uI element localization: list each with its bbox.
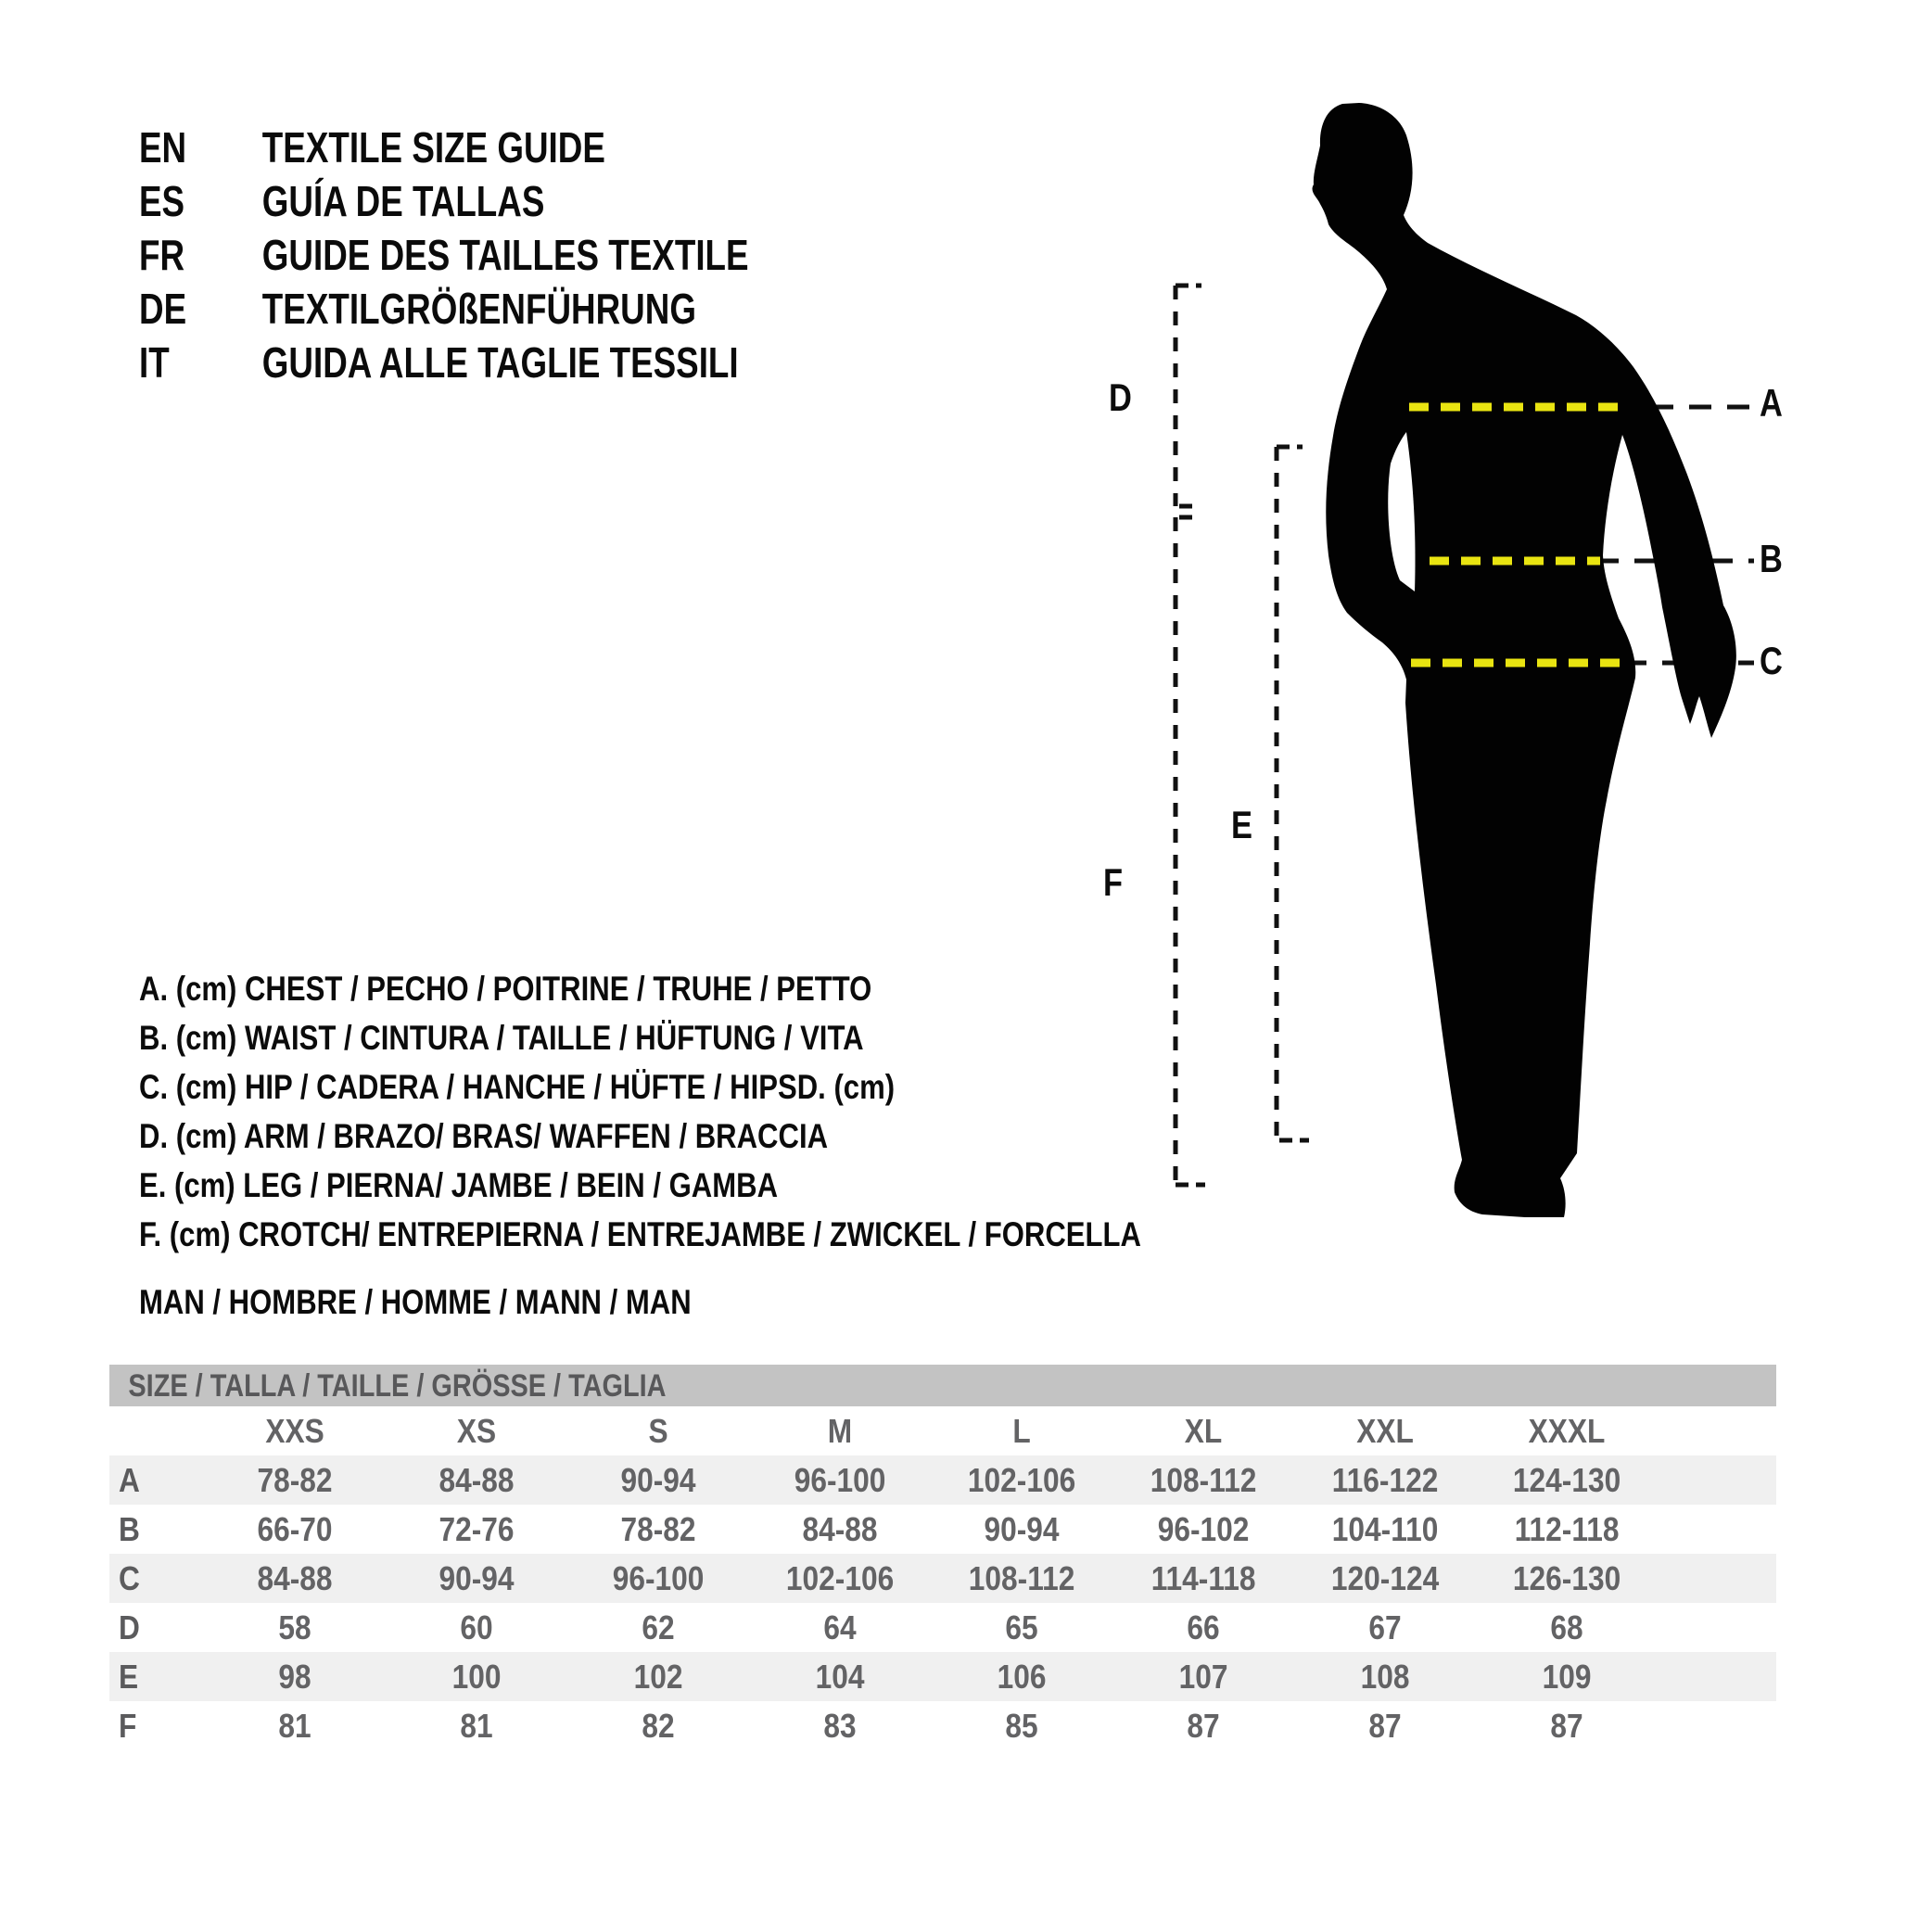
value-cell <box>749 1505 931 1554</box>
language-code: ES <box>139 177 185 225</box>
value-cell <box>386 1455 567 1505</box>
value-cell <box>931 1652 1112 1701</box>
size-column-label: M <box>827 1412 853 1450</box>
size-column-l <box>931 1406 1112 1455</box>
size-column-label: XXXL <box>1528 1412 1606 1450</box>
value-text: 84-88 <box>802 1510 878 1548</box>
language-code: IT <box>139 338 170 387</box>
value-text: 84-88 <box>439 1461 515 1499</box>
language-code: EN <box>139 123 187 172</box>
value-text: 67 <box>1368 1608 1402 1646</box>
value-text: 109 <box>1542 1658 1592 1696</box>
value-text: 87 <box>1550 1707 1583 1745</box>
value-cell <box>386 1554 567 1603</box>
category-line: MAN / HOMBRE / HOMME / MANN / MAN <box>139 1283 692 1321</box>
value-text: 62 <box>642 1608 675 1646</box>
value-cell <box>931 1554 1112 1603</box>
row-label-text: F <box>119 1707 137 1745</box>
value-cell <box>749 1554 931 1603</box>
value-cell <box>931 1603 1112 1652</box>
value-cell <box>749 1701 931 1750</box>
value-text: 124-130 <box>1512 1461 1621 1499</box>
language-code: FR <box>139 231 185 279</box>
row-label <box>109 1455 204 1505</box>
title-row-es <box>139 174 749 228</box>
table-row-b <box>109 1505 1776 1554</box>
value-text: 107 <box>1178 1658 1228 1696</box>
value-cell <box>204 1701 386 1750</box>
value-text: 100 <box>451 1658 502 1696</box>
value-text: 96-100 <box>794 1461 886 1499</box>
title-row-en <box>139 121 749 174</box>
value-cell <box>931 1455 1112 1505</box>
value-cell <box>1112 1603 1294 1652</box>
value-text: 102-106 <box>967 1461 1076 1499</box>
value-text: 87 <box>1368 1707 1402 1745</box>
value-cell <box>749 1652 931 1701</box>
value-text: 81 <box>460 1707 493 1745</box>
value-cell <box>1476 1505 1658 1554</box>
size-table <box>109 1365 1776 1750</box>
value-cell <box>204 1455 386 1505</box>
size-columns-spacer <box>109 1406 204 1455</box>
title-label: TEXTILE SIZE GUIDE <box>261 123 605 172</box>
title-row-de <box>139 282 749 336</box>
value-text: 84-88 <box>257 1559 333 1597</box>
value-cell <box>567 1701 749 1750</box>
legend-row-d: D. (cm) ARM / BRAZO/ BRAS/ WAFFEN / BRACCIA <box>139 1117 829 1155</box>
legend-row-b: B. (cm) WAIST / CINTURA / TAILLE / HÜFTUNG / VITA <box>139 1019 864 1057</box>
row-label <box>109 1652 204 1701</box>
size-column-label: XXL <box>1356 1412 1414 1450</box>
title-label: GUIDE DES TAILLES TEXTILE <box>261 231 749 279</box>
value-cell <box>931 1505 1112 1554</box>
value-text: 64 <box>823 1608 857 1646</box>
value-text: 83 <box>823 1707 857 1745</box>
value-text: 104 <box>815 1658 865 1696</box>
title-label: GUÍA DE TALLAS <box>261 177 545 225</box>
value-cell <box>567 1652 749 1701</box>
size-table-header <box>109 1365 1776 1406</box>
size-table-header-text: SIZE / TALLA / TAILLE / GRÖSSE / TAGLIA <box>128 1368 667 1404</box>
value-text: 78-82 <box>257 1461 333 1499</box>
value-cell <box>1112 1455 1294 1505</box>
measurement-legend <box>139 964 1332 1259</box>
value-text: 112-118 <box>1514 1510 1620 1548</box>
value-cell <box>1476 1652 1658 1701</box>
value-cell <box>1476 1455 1658 1505</box>
size-column-label: XS <box>456 1412 497 1450</box>
value-text: 96-100 <box>612 1559 705 1597</box>
label-d-arm: D <box>1109 375 1132 419</box>
row-label <box>109 1505 204 1554</box>
value-cell <box>1112 1701 1294 1750</box>
value-text: 98 <box>278 1658 311 1696</box>
value-text: 60 <box>460 1608 493 1646</box>
label-a-chest: A <box>1760 381 1783 425</box>
value-text: 106 <box>997 1658 1047 1696</box>
row-label-text: A <box>119 1461 140 1499</box>
label-f-crotch: F <box>1103 860 1124 904</box>
value-text: 58 <box>278 1608 311 1646</box>
value-cell <box>1112 1554 1294 1603</box>
value-text: 82 <box>642 1707 675 1745</box>
size-column-label: L <box>1012 1412 1031 1450</box>
value-text: 90-94 <box>620 1461 696 1499</box>
value-cell <box>386 1701 567 1750</box>
value-cell <box>204 1603 386 1652</box>
size-column-xl <box>1112 1406 1294 1455</box>
value-text: 66-70 <box>257 1510 333 1548</box>
value-cell <box>1294 1652 1476 1701</box>
value-text: 90-94 <box>984 1510 1060 1548</box>
value-text: 66 <box>1187 1608 1220 1646</box>
value-cell <box>386 1505 567 1554</box>
value-cell <box>749 1455 931 1505</box>
row-label <box>109 1701 204 1750</box>
language-code: DE <box>139 285 187 333</box>
size-column-xxl <box>1294 1406 1476 1455</box>
value-cell <box>204 1554 386 1603</box>
value-cell <box>1294 1603 1476 1652</box>
row-label-text: C <box>119 1559 140 1597</box>
value-text: 116-122 <box>1331 1461 1439 1499</box>
value-cell <box>1294 1505 1476 1554</box>
row-label <box>109 1603 204 1652</box>
value-cell <box>1294 1701 1476 1750</box>
value-cell <box>749 1603 931 1652</box>
title-label: TEXTILGRÖßENFÜHRUNG <box>261 285 696 333</box>
value-text: 126-130 <box>1512 1559 1621 1597</box>
legend-row-a: A. (cm) CHEST / PECHO / POITRINE / TRUHE / PETTO <box>139 970 872 1008</box>
title-block <box>139 121 901 389</box>
row-label-text: B <box>119 1510 140 1548</box>
table-row-a <box>109 1455 1776 1505</box>
value-text: 108-112 <box>968 1559 1075 1597</box>
title-row-it <box>139 336 749 389</box>
value-text: 68 <box>1550 1608 1583 1646</box>
table-row-c <box>109 1554 1776 1603</box>
value-text: 114-118 <box>1150 1559 1256 1597</box>
value-cell <box>567 1554 749 1603</box>
value-cell <box>1112 1505 1294 1554</box>
label-c-hip: C <box>1760 639 1783 682</box>
row-label-text: E <box>119 1658 139 1696</box>
value-text: 85 <box>1005 1707 1038 1745</box>
size-columns-row <box>109 1406 1776 1455</box>
size-column-xxs <box>204 1406 386 1455</box>
value-cell <box>1294 1455 1476 1505</box>
size-column-label: S <box>648 1412 668 1450</box>
value-cell <box>1294 1554 1476 1603</box>
value-cell <box>386 1603 567 1652</box>
value-cell <box>1476 1603 1658 1652</box>
value-cell <box>567 1505 749 1554</box>
value-cell <box>1476 1554 1658 1603</box>
value-text: 87 <box>1187 1707 1220 1745</box>
legend-row-e: E. (cm) LEG / PIERNA/ JAMBE / BEIN / GAMBA <box>139 1166 779 1204</box>
size-rows <box>109 1455 1776 1750</box>
table-row-d <box>109 1603 1776 1652</box>
value-cell <box>204 1505 386 1554</box>
row-label-text: D <box>119 1608 140 1646</box>
value-text: 90-94 <box>439 1559 515 1597</box>
size-column-label: XXS <box>265 1412 324 1450</box>
value-text: 102-106 <box>785 1559 895 1597</box>
value-cell <box>1476 1701 1658 1750</box>
row-label <box>109 1554 204 1603</box>
label-b-waist: B <box>1760 537 1783 580</box>
value-cell <box>386 1652 567 1701</box>
value-text: 102 <box>633 1658 683 1696</box>
value-cell <box>1112 1652 1294 1701</box>
value-text: 104-110 <box>1331 1510 1439 1548</box>
title-row-fr <box>139 228 749 282</box>
value-text: 108-112 <box>1150 1461 1257 1499</box>
legend-row-f: F. (cm) CROTCH/ ENTREPIERNA / ENTREJAMBE / ZWICKEL / FORCELLA <box>139 1215 1141 1253</box>
legend-row-c: C. (cm) HIP / CADERA / HANCHE / HÜFTE / HIPSD. (cm) <box>139 1068 896 1106</box>
value-text: 120-124 <box>1330 1559 1440 1597</box>
value-text: 108 <box>1360 1658 1410 1696</box>
table-row-f <box>109 1701 1776 1750</box>
size-column-xxxl <box>1476 1406 1658 1455</box>
size-column-s <box>567 1406 749 1455</box>
value-text: 72-76 <box>439 1510 515 1548</box>
value-text: 78-82 <box>620 1510 696 1548</box>
label-e-leg: E <box>1231 803 1252 846</box>
value-cell <box>567 1455 749 1505</box>
value-cell <box>204 1652 386 1701</box>
size-column-label: XL <box>1184 1412 1223 1450</box>
value-cell <box>567 1603 749 1652</box>
value-text: 96-102 <box>1157 1510 1250 1548</box>
value-text: 65 <box>1005 1608 1038 1646</box>
size-column-m <box>749 1406 931 1455</box>
value-cell <box>931 1701 1112 1750</box>
size-column-xs <box>386 1406 567 1455</box>
table-row-e <box>109 1652 1776 1701</box>
title-label: GUIDA ALLE TAGLIE TESSILI <box>261 338 739 387</box>
value-text: 81 <box>278 1707 311 1745</box>
